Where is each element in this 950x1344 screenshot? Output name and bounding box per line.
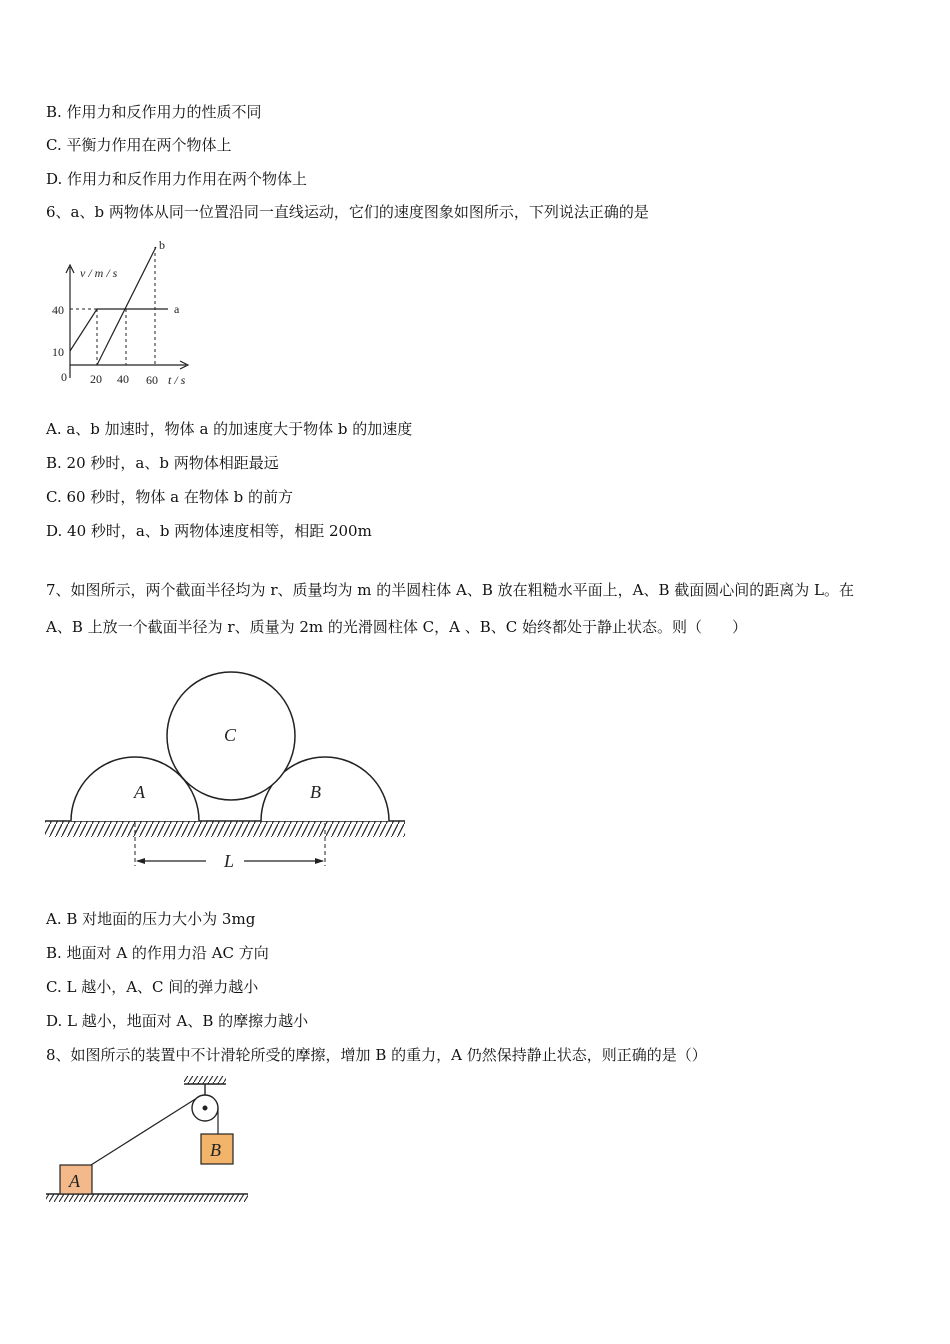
q5-option-d: D. 作用力和反作用力作用在两个物体上	[46, 170, 308, 188]
q7-option-b: B. 地面对 A 的作用力沿 AC 方向	[46, 944, 269, 962]
graph-y-tick-40: 40	[52, 303, 64, 317]
graph-line-a-label: a	[174, 302, 180, 316]
ceiling-hatch	[184, 1076, 226, 1084]
graph-y-tick-10: 10	[52, 345, 64, 359]
graph-x-tick-40: 40	[117, 372, 129, 386]
q6-velocity-graph	[40, 235, 200, 395]
q6-stem: 6、a、b 两物体从同一位置沿同一直线运动，它们的速度图象如图所示，下列说法正确的是	[46, 203, 649, 221]
pulley-axle	[203, 1106, 208, 1111]
q8-pulley-figure	[44, 1074, 254, 1206]
label-a: A	[69, 1171, 80, 1191]
dim-arrow-right	[315, 858, 324, 864]
rope-to-a	[91, 1098, 197, 1165]
q6-option-a: A. a、b 加速时，物体 a 的加速度大于物体 b 的加速度	[46, 420, 413, 438]
q8-stem: 8、如图所示的装置中不计滑轮所受的摩擦，增加 B 的重力，A 仍然保持静止状态，则正确的是（）	[46, 1046, 707, 1064]
q7-stem-line1: 7、如图所示，两个截面半径均为 r、质量均为 m 的半圆柱体 A、B 放在粗糙水平面上，A、B 截面圆心间的距离为 L。在	[46, 581, 854, 599]
label-a: A	[134, 782, 145, 802]
graph-y-label: v / m / s	[80, 266, 118, 280]
q7-option-d: D. L 越小，地面对 A、B 的摩擦力越小	[46, 1012, 309, 1030]
dim-arrow-left	[136, 858, 145, 864]
q7-stem-line2: A、B 上放一个截面半径为 r、质量为 2m 的光滑圆柱体 C，A 、B、C 始终都处于静止状态。则（ ）	[46, 618, 747, 636]
q5-option-c: C. 平衡力作用在两个物体上	[46, 136, 232, 154]
graph-line-b-label: b	[159, 238, 165, 252]
q6-option-d: D. 40 秒时，a、b 两物体速度相等，相距 200m	[46, 522, 372, 540]
q5-option-b: B. 作用力和反作用力的性质不同	[46, 103, 262, 121]
label-b: B	[310, 782, 321, 802]
q7-cylinders-figure	[44, 668, 408, 878]
label-c: C	[224, 725, 237, 745]
line-a	[70, 309, 168, 351]
q6-option-b: B. 20 秒时，a、b 两物体相距最远	[46, 454, 279, 472]
graph-origin: 0	[61, 370, 67, 384]
ground-hatch	[45, 821, 405, 837]
label-l: L	[224, 851, 235, 871]
ground-hatch	[46, 1194, 248, 1202]
graph-x-tick-60: 60	[146, 373, 158, 387]
label-b: B	[210, 1140, 221, 1160]
q6-option-c: C. 60 秒时，物体 a 在物体 b 的前方	[46, 488, 293, 506]
graph-x-tick-20: 20	[90, 372, 102, 386]
q7-option-a: A. B 对地面的压力大小为 3mg	[46, 910, 256, 928]
graph-x-label: t / s	[168, 373, 186, 387]
q7-option-c: C. L 越小，A、C 间的弹力越小	[46, 978, 259, 996]
